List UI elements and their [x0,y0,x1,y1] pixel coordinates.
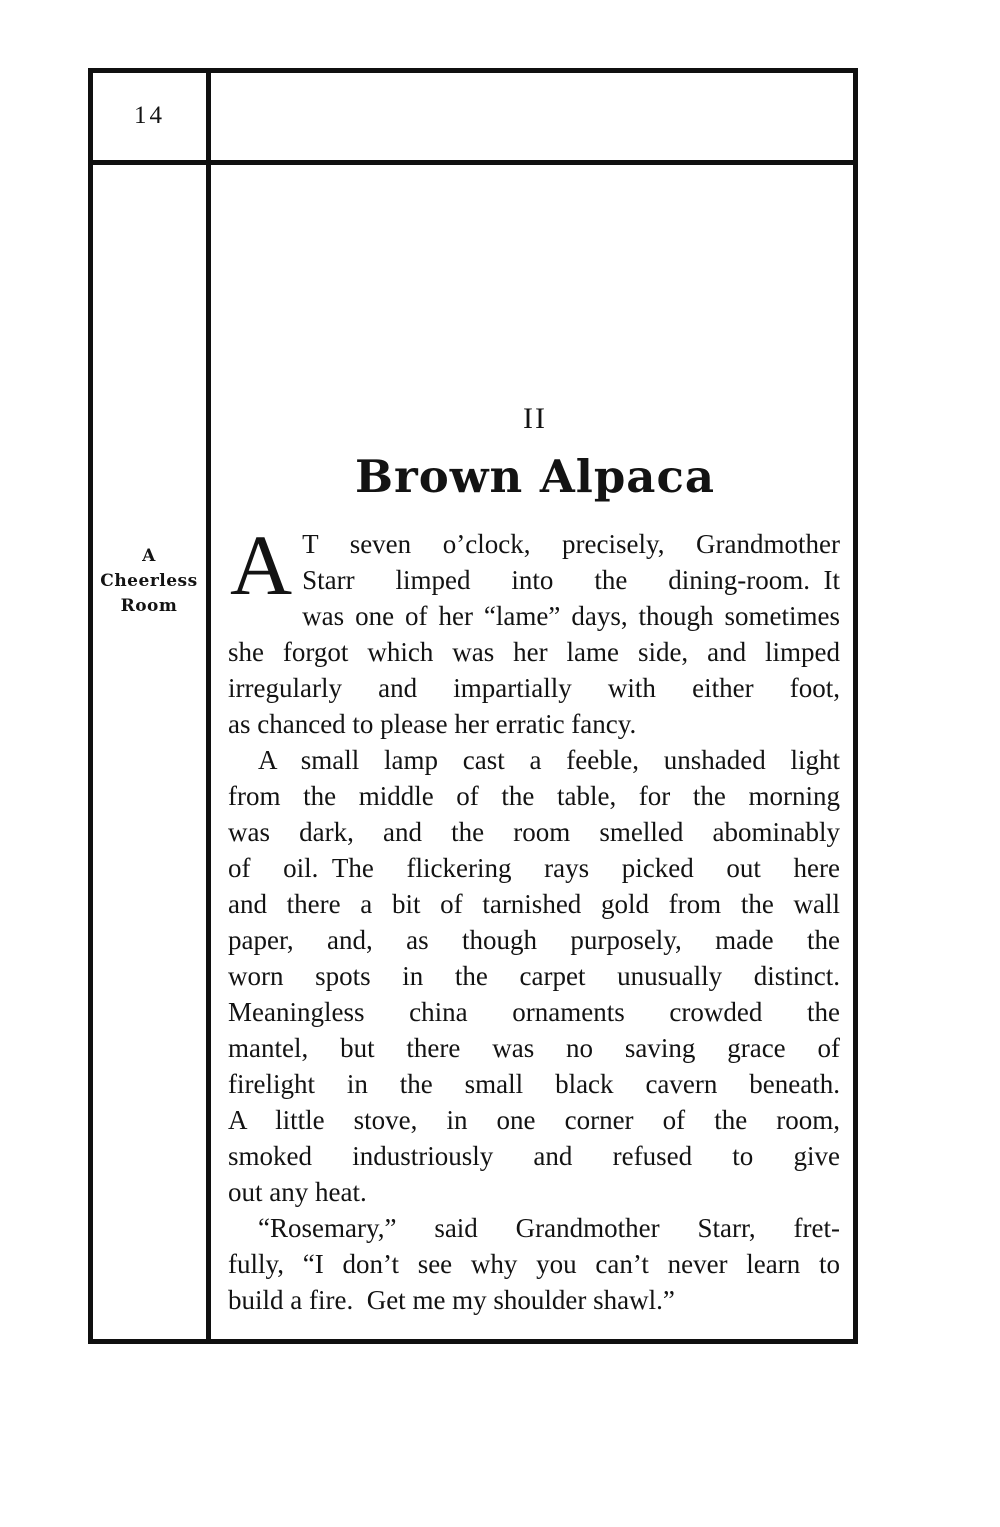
text-line: Meaningless china ornaments crowded the [228,997,840,1027]
text-line: from the middle of the table, for the morning [228,781,840,811]
text-line: was dark, and the room smelled abominably [228,817,840,847]
text-line: fully, “I don’t see why you can’t never learn to [228,1249,840,1279]
text-line: A little stove, in one corner of the room, [228,1105,840,1135]
drop-cap: A [230,517,293,613]
body-text [228,517,840,1318]
text-line: out any heat. [228,1177,367,1207]
text-line: as chanced to please her erratic fancy. [228,709,637,739]
text-line: mantel, but there was no saving grace of [228,1033,840,1063]
margin-note [93,544,205,619]
text-line: A small lamp cast a feeble, unshaded light [258,745,840,775]
text-line: irregularly and impartially with either foot, [228,673,840,703]
margin-note-line: Room [120,596,178,616]
chapter-number: II [523,402,547,435]
text-line: firelight in the small black cavern beneath. [228,1069,840,1099]
text-line: and there a bit of tarnished gold from the wall [228,889,840,919]
text-line: smoked industriously and refused to give [228,1141,840,1171]
text-line: she forgot which was her lame side, and limped [228,637,840,667]
text-line: paper, and, as though purposely, made the [228,925,840,955]
text-line: was one of her “lame” days, though sometimes [302,601,840,631]
text-line: worn spots in the carpet unusually distinct. [228,961,840,991]
chapter-title: Brown Alpaca [354,450,716,503]
paragraph [228,517,840,742]
header-rule [88,160,858,165]
text-line: “Rosemary,” said Grandmother Starr, fret- [258,1213,840,1243]
paragraph [228,1210,840,1318]
text-line: of oil. The flickering rays picked out here [228,853,840,883]
text-line: Starr limped into the dining-room. It [302,565,840,595]
margin-note-line: Cheerless [100,571,198,591]
paragraph [228,742,840,1210]
text-line: T seven o’clock, precisely, Grandmother [302,529,840,559]
margin-note-line: A [142,546,156,566]
margin-divider-rule [206,68,211,1340]
text-line: build a fire. Get me my shoulder shawl.” [228,1285,675,1315]
page-number: 14 [134,102,165,129]
